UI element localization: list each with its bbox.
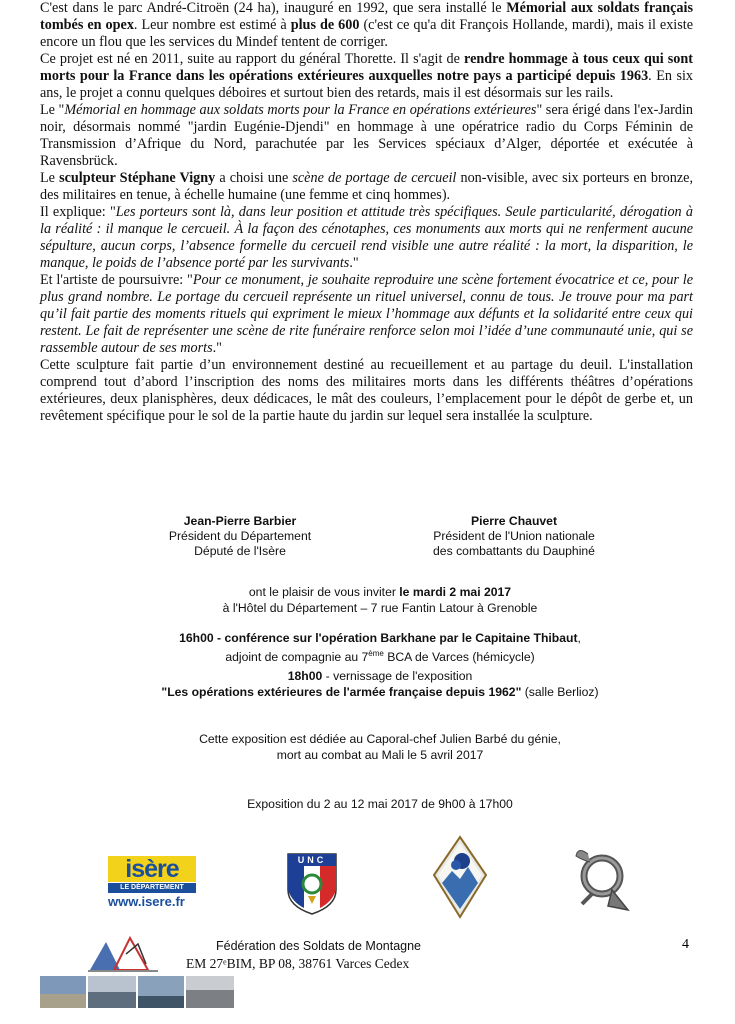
paragraph-6: Et l'artiste de poursuivre: "Pour ce monument, je souhaite reproduire une scène fortement évocatrice et ce, pour le plus grand nombre. Le portage du cercueil représente un rituel universel, connu de tous. Je trouve pour ma part qu’il fait partie des moments rituels qui expriment le mieux l’hommage aux défunts et la solidarité entre ceux qui restent. Le fait de représenter une scène de rite funéraire renforce selon moi l’idée d’une communauté unie, qui se rassemble autour de ses morts." — [40, 272, 693, 356]
signatory-title: Président du Département — [168, 529, 312, 543]
signatory-title: des combattants du Dauphiné — [433, 544, 595, 558]
hunting-horn-icon — [572, 844, 634, 916]
signatory-name: Pierre Chauvet — [470, 514, 558, 528]
federation-name: Fédération des Soldats de Montagne — [216, 939, 421, 953]
isere-band: LE DÉPARTEMENT — [108, 883, 196, 893]
signatory-right — [404, 514, 624, 559]
paragraph-3: Le "Mémorial en hommage aux soldats morts pour la France en opérations extérieures" sera érigé dans l'ex-Jardin noir, désormais nommé "jardin Eugénie-Djendi" en hommage à une opératrice radio du Corps Féminin de Transmission d’Afrique du Nord, parachutée par les Services spéciaux d’Alger, déportée et exécutée à Ravensbrück. — [40, 102, 693, 169]
footer-address — [186, 938, 421, 972]
paragraph-7: Cette sculpture fait partie d’un environnement destiné au recueillement et au partage du deuil. L'installation comprend tout d’abord l’inscription des noms des militaires morts dans les différents théâtres d’opérations extérieures, deux planisphères, deux dédicaces, le mât des couleurs, l’emplacement pour le dépôt de gerbe et, un revêtement spécifique pour le sol de la partie haute du jardin sur lequel sera installée la sculpture. — [40, 357, 693, 424]
isere-url: www.isere.fr — [108, 894, 185, 909]
diamond-badge-logo — [432, 835, 488, 919]
footer-photo-strip — [40, 976, 234, 1008]
dedication: Cette exposition est dédiée au Caporal-chef Julien Barbé du génie, mort au combat au Mali le 5 avril 2017 — [199, 732, 561, 762]
isere-wordmark: isère — [108, 856, 196, 882]
article-body — [40, 0, 693, 425]
federation-logo — [86, 934, 160, 974]
unc-text: UNC — [297, 855, 327, 865]
paragraph-1: C'est dans le parc André-Citroën (24 ha), inauguré en 1992, que sera installé le Mémorial aux soldats français tombés en opex. Leur nombre est estimé à plus de 600 (c'est ce qu'a dit François Hollande, mardi), mais il existe encore un flou que les services du Mindef tentent de corriger. — [40, 0, 693, 50]
federation-mountain-icon — [86, 934, 160, 974]
hunting-horn-emblem — [572, 844, 634, 916]
paragraph-4: Le sculpteur Stéphane Vigny a choisi une scène de portage de cercueil non-visible, avec six porteurs en bronze, des militaires en tenue, à échelle humaine (une femme et cinq hommes). — [40, 170, 693, 203]
signatory-title: Président de l'Union nationale — [433, 529, 595, 543]
exhibition-dates: Exposition du 2 au 12 mai 2017 de 9h00 à 17h00 — [247, 797, 513, 811]
conference-info: 16h00 - conférence sur l'opération Barkhane par le Capitaine Thibaut, adjoint de compagnie au 7ème BCA de Varces (hémicycle) — [179, 631, 581, 665]
invitation-intro: ont le plaisir de vous inviter le mardi 2 mai 2017 à l'Hôtel du Département – 7 rue Fantin Latour à Grenoble — [222, 585, 538, 615]
photo-strip-image — [40, 976, 234, 1008]
signatory-left — [130, 514, 350, 559]
exhibition-info: 18h00 - vernissage de l'exposition "Les opérations extérieures de l'armée française depuis 1962" (salle Berlioz) — [161, 669, 599, 699]
unc-shield-logo — [286, 852, 338, 916]
mountain-badge-icon — [432, 835, 488, 919]
federation-address: EM 27ᵉBIM, BP 08, 38761 Varces Cedex — [186, 956, 410, 971]
isere-logo — [108, 856, 198, 912]
paragraph-2: Ce projet est né en 2011, suite au rapport du général Thorette. Il s'agit de rendre hommage à tous ceux qui sont morts pour la France dans les opérations extérieures auxquelles notre pays a participé depuis 1963. En six ans, le projet a connu quelques déboires et surtout bien des retards, mais il est désormais sur les rails. — [40, 51, 694, 101]
page-number: 4 — [682, 937, 689, 952]
signatory-name: Jean-Pierre Barbier — [183, 514, 297, 528]
signatory-title: Député de l'Isère — [194, 544, 286, 558]
paragraph-5: Il explique: "Les porteurs sont là, dans leur position et attitude très spécifiques. Seule particularité, dérogation à la réalité : il manque le cercueil. À la façon des cénotaphes, ces monuments aux morts qui ne renferment aucune sépulture, aucun corps, l’absence formelle du cercueil rend visible une autre réalité : la mort, la disparition, le manque, le poids de l’absence porté par les survivants." — [40, 204, 693, 271]
